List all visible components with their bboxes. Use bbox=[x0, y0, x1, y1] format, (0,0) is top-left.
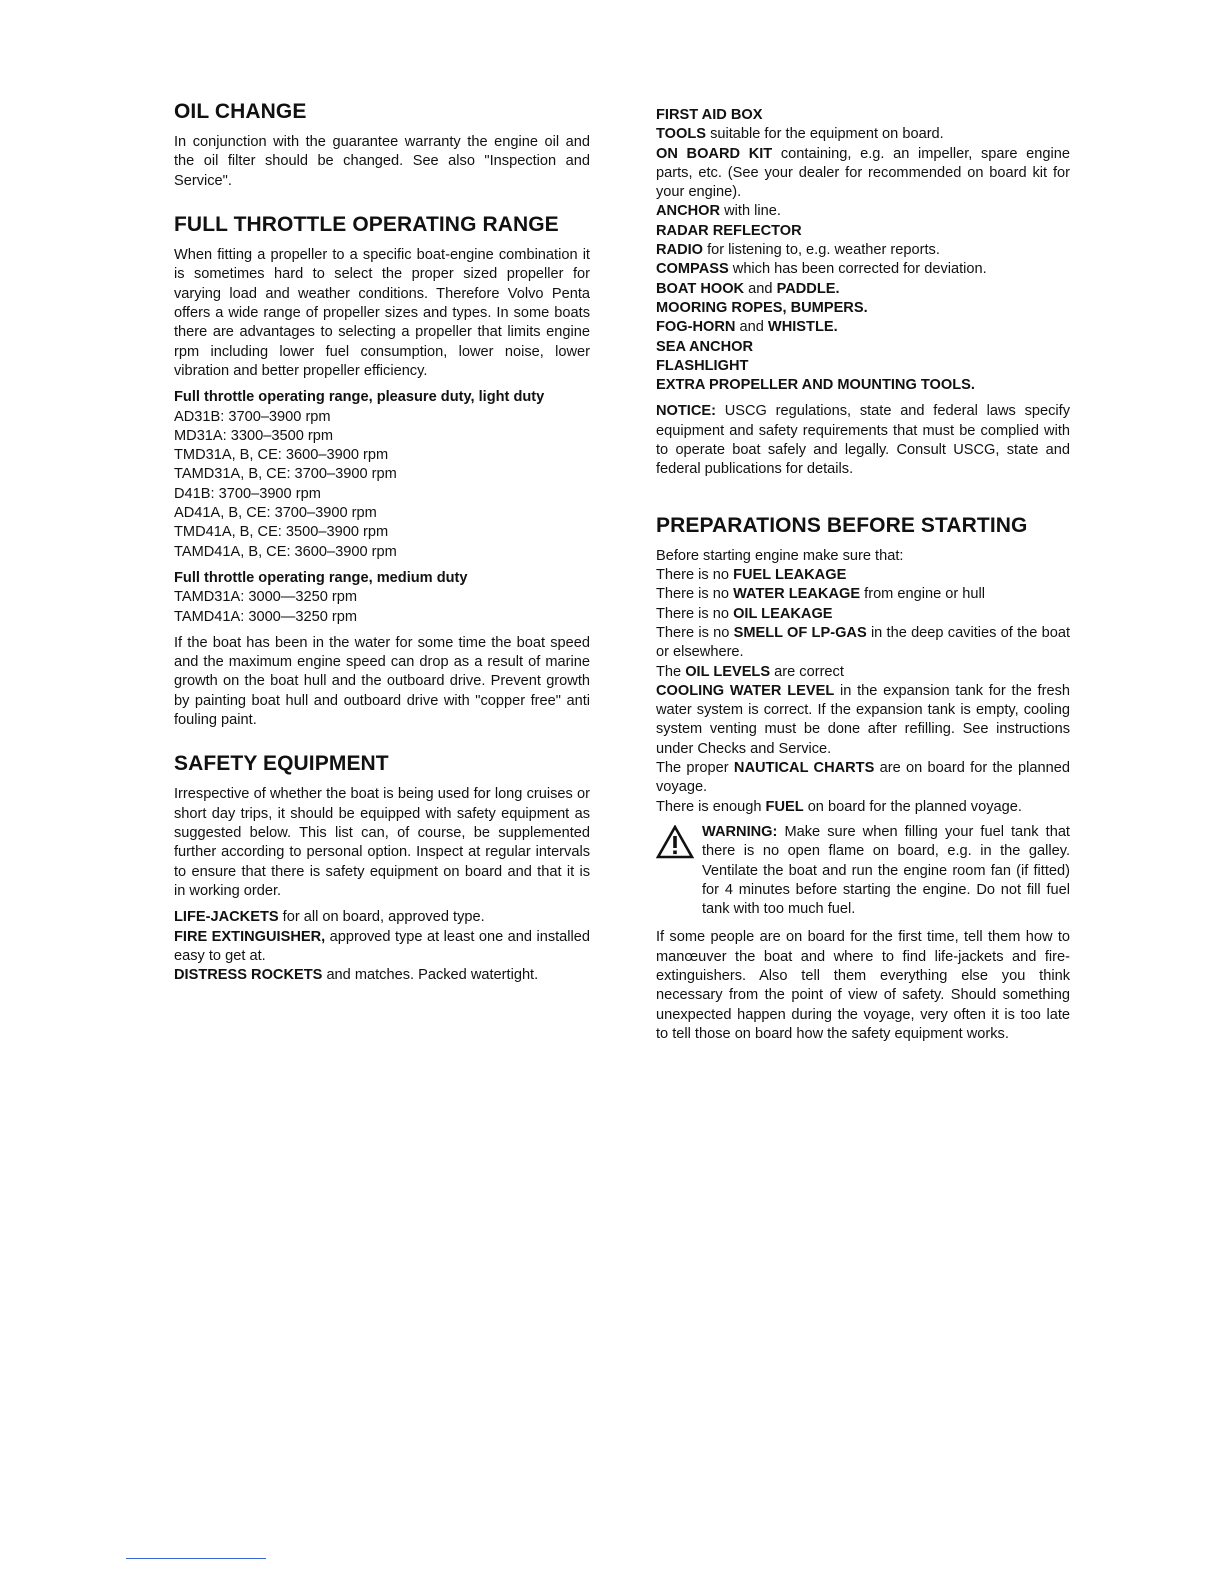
safety-item-text: for all on board, approved type. bbox=[278, 909, 485, 926]
check-pre: The proper bbox=[656, 760, 734, 777]
warning-label: WARNING: bbox=[702, 823, 778, 840]
safety-item bbox=[174, 928, 590, 967]
safety-item bbox=[656, 338, 1070, 357]
spec-line: AD41A, B, CE: 3700–3900 rpm bbox=[174, 505, 377, 522]
safety-item-label-2: PADDLE. bbox=[776, 280, 840, 297]
safety-item bbox=[656, 241, 1070, 260]
light-duty-subheading: Full throttle operating range, pleasure duty, light duty bbox=[174, 389, 545, 406]
check-pre: There is no bbox=[656, 586, 734, 603]
footnote-divider bbox=[126, 1558, 266, 1559]
check-label: WATER LEAKAGE bbox=[733, 586, 861, 603]
safety-item-text: with line. bbox=[720, 203, 781, 220]
safety-item bbox=[656, 125, 1070, 144]
oil-change-body: In conjunction with the guarantee warranty the engine oil and the oil filter should be changed. See also "Inspection and Service". bbox=[174, 134, 590, 189]
light-duty-list bbox=[174, 408, 590, 562]
preparations-checklist bbox=[656, 566, 1070, 817]
safety-item-text: which has been corrected for deviation. bbox=[728, 261, 987, 278]
safety-item-label: ON BOARD KIT bbox=[656, 145, 773, 162]
check-pre: The bbox=[656, 663, 686, 680]
safety-item-label: LIFE-JACKETS bbox=[174, 909, 279, 926]
oil-change-heading: OIL CHANGE bbox=[174, 100, 307, 123]
safety-item-label: FOG-HORN bbox=[656, 319, 736, 336]
warning-text: Make sure when filling your fuel tank that there is no open flame on board, e.g. in the galley. Ventilate the boat and run the engine room fan (if fitted) for 4 minutes before starting the engine. Do not fill fuel tank with too much fuel. bbox=[702, 823, 1070, 918]
check-pre: There is no bbox=[656, 624, 734, 641]
notice-label: NOTICE: bbox=[656, 403, 716, 420]
spec-line: TMD31A, B, CE: 3600–3900 rpm bbox=[174, 447, 389, 464]
spec-line: TAMD31A: 3000—3250 rpm bbox=[174, 589, 358, 606]
safety-item-label: MOORING ROPES, BUMPERS. bbox=[656, 299, 868, 316]
safety-item-label: EXTRA PROPELLER AND MOUNTING TOOLS. bbox=[656, 377, 975, 394]
check-post: from engine or hull bbox=[860, 586, 986, 603]
check-post: are correct bbox=[770, 663, 844, 680]
safety-item bbox=[656, 299, 1070, 318]
check-pre: There is no bbox=[656, 567, 734, 584]
check-item bbox=[656, 663, 1070, 682]
safety-item bbox=[656, 145, 1070, 203]
safety-item-label: FIRE EXTINGUISHER, bbox=[174, 928, 326, 945]
uscg-notice bbox=[656, 402, 1070, 479]
safety-item-label-2: WHISTLE. bbox=[767, 319, 838, 336]
safety-item-label: TOOLS bbox=[656, 126, 707, 143]
check-post: on board for the planned voyage. bbox=[803, 798, 1022, 815]
safety-item-label: COMPASS bbox=[656, 261, 729, 278]
spec-line: AD31B: 3700–3900 rpm bbox=[174, 408, 331, 425]
check-post: are on board for the planned voyage. bbox=[656, 760, 1070, 796]
check-label: FUEL LEAKAGE bbox=[733, 567, 847, 584]
safety-item bbox=[174, 966, 590, 985]
right-column bbox=[656, 106, 1070, 1044]
left-column bbox=[174, 100, 590, 985]
safety-list-left bbox=[174, 908, 590, 985]
safety-item bbox=[656, 222, 1070, 241]
safety-list-right bbox=[656, 106, 1070, 395]
safety-item-label: ANCHOR bbox=[656, 203, 721, 220]
marine-growth-note: If the boat has been in the water for some time the boat speed and the maximum engine speed can drop as a result of marine growth on the boat hull and the outboard drive. Prevent growth by painting boat hull and outboard drive with "copper free" anti fouling paint. bbox=[174, 634, 590, 728]
safety-item-label: RADIO bbox=[656, 242, 704, 259]
check-label: OIL LEVELS bbox=[685, 663, 771, 680]
check-label: SMELL OF LP-GAS bbox=[733, 624, 867, 641]
safety-item bbox=[656, 318, 1070, 337]
safety-item-label: RADAR REFLECTOR bbox=[656, 222, 802, 239]
medium-duty-list bbox=[174, 588, 590, 627]
safety-item bbox=[656, 106, 1070, 125]
preparations-closing: If some people are on board for the first time, tell them how to manœuver the boat and where to find life-jackets and fire-extinguishers. Also tell them everything else you think necessary from the point of view of safety. Should something unexpected happen during the voyage, very often it is too late to tell those on board how the safety equipment works. bbox=[656, 929, 1070, 1042]
medium-duty-subheading: Full throttle operating range, medium duty bbox=[174, 569, 468, 586]
safety-equipment-heading: SAFETY EQUIPMENT bbox=[174, 752, 389, 776]
check-item bbox=[656, 759, 1070, 798]
safety-item bbox=[656, 376, 1070, 395]
check-label: COOLING WATER LEVEL bbox=[656, 682, 835, 699]
check-item bbox=[656, 682, 1070, 759]
warning-text-block bbox=[702, 823, 1070, 919]
safety-item bbox=[656, 280, 1070, 299]
check-label: NAUTICAL CHARTS bbox=[733, 760, 875, 777]
check-item bbox=[656, 566, 1070, 585]
safety-item-label: FLASHLIGHT bbox=[656, 357, 749, 374]
full-throttle-body: When fitting a propeller to a specific boat-engine combination it is sometimes hard to select the proper sized propeller for varying load and weather conditions. Therefore Volvo Penta offers a wide range of propeller sizes and types. In some boats there are advantages to selecting a propeller that limits engine rpm including lower fuel consumption, lower noise, lower vibration and better propeller efficiency. bbox=[174, 247, 590, 379]
safety-item-text: suitable for the equipment on board. bbox=[706, 126, 944, 143]
safety-item-text: for listening to, e.g. weather reports. bbox=[703, 242, 940, 259]
safety-intro: Irrespective of whether the boat is being used for long cruises or short day trips, it should be equipped with safety equipment as suggested below. This list can, of course, be supplemented further according to personal option. Inspect at regular intervals to ensure that there is safety equipment on board and that it is in working order. bbox=[174, 786, 590, 899]
safety-item-label: DISTRESS ROCKETS bbox=[174, 967, 323, 984]
spec-line: D41B: 3700–3900 rpm bbox=[174, 485, 321, 502]
check-item bbox=[656, 798, 1070, 817]
spec-line: TAMD31A, B, CE: 3700–3900 rpm bbox=[174, 466, 397, 483]
safety-item-text: and matches. Packed watertight. bbox=[322, 967, 539, 984]
preparations-intro: Before starting engine make sure that: bbox=[656, 547, 904, 564]
safety-item-text: containing, e.g. an impeller, spare engine parts, etc. (See your dealer for recommended on board kit for your engine). bbox=[656, 145, 1070, 201]
safety-item bbox=[656, 357, 1070, 376]
safety-item-text: and bbox=[744, 280, 777, 297]
safety-item-text: approved type at least one and installed easy to get at. bbox=[174, 928, 590, 964]
fuel-warning bbox=[656, 823, 1070, 919]
safety-item bbox=[656, 260, 1070, 279]
check-item bbox=[656, 605, 1070, 624]
spec-line: TAMD41A: 3000—3250 rpm bbox=[174, 608, 358, 625]
spec-line: MD31A: 3300–3500 rpm bbox=[174, 427, 334, 444]
check-post: in the deep cavities of the boat or elsewhere. bbox=[656, 624, 1071, 661]
spec-line: TMD41A, B, CE: 3500–3900 rpm bbox=[174, 524, 389, 541]
check-pre: There is enough bbox=[656, 798, 766, 815]
check-label: FUEL bbox=[765, 798, 804, 815]
safety-item-label: SEA ANCHOR bbox=[656, 338, 754, 355]
check-item bbox=[656, 585, 1070, 604]
full-throttle-heading: FULL THROTTLE OPERATING RANGE bbox=[174, 213, 559, 237]
check-item bbox=[656, 624, 1070, 663]
notice-text: USCG regulations, state and federal laws specify equipment and safety requirements that must be complied with to operate boat safely and legally. Consult USCG, state and federal publications for details. bbox=[656, 403, 1070, 478]
safety-item-text: and bbox=[735, 319, 768, 336]
safety-item-label: FIRST AID BOX bbox=[656, 107, 763, 123]
check-pre: There is no bbox=[656, 605, 734, 622]
warning-triangle-icon bbox=[656, 823, 702, 919]
spec-line: TAMD41A, B, CE: 3600–3900 rpm bbox=[174, 543, 397, 560]
safety-item bbox=[656, 202, 1070, 221]
check-post: in the expansion tank for the fresh water system is correct. If the expansion tank is empty, cooling system venting must be done after refilling. See instructions under Checks and Service. bbox=[656, 682, 1070, 757]
check-label: OIL LEAKAGE bbox=[733, 605, 833, 622]
preparations-heading: PREPARATIONS BEFORE STARTING bbox=[656, 513, 1028, 537]
safety-item-label: BOAT HOOK bbox=[656, 280, 745, 297]
safety-item bbox=[174, 908, 590, 927]
